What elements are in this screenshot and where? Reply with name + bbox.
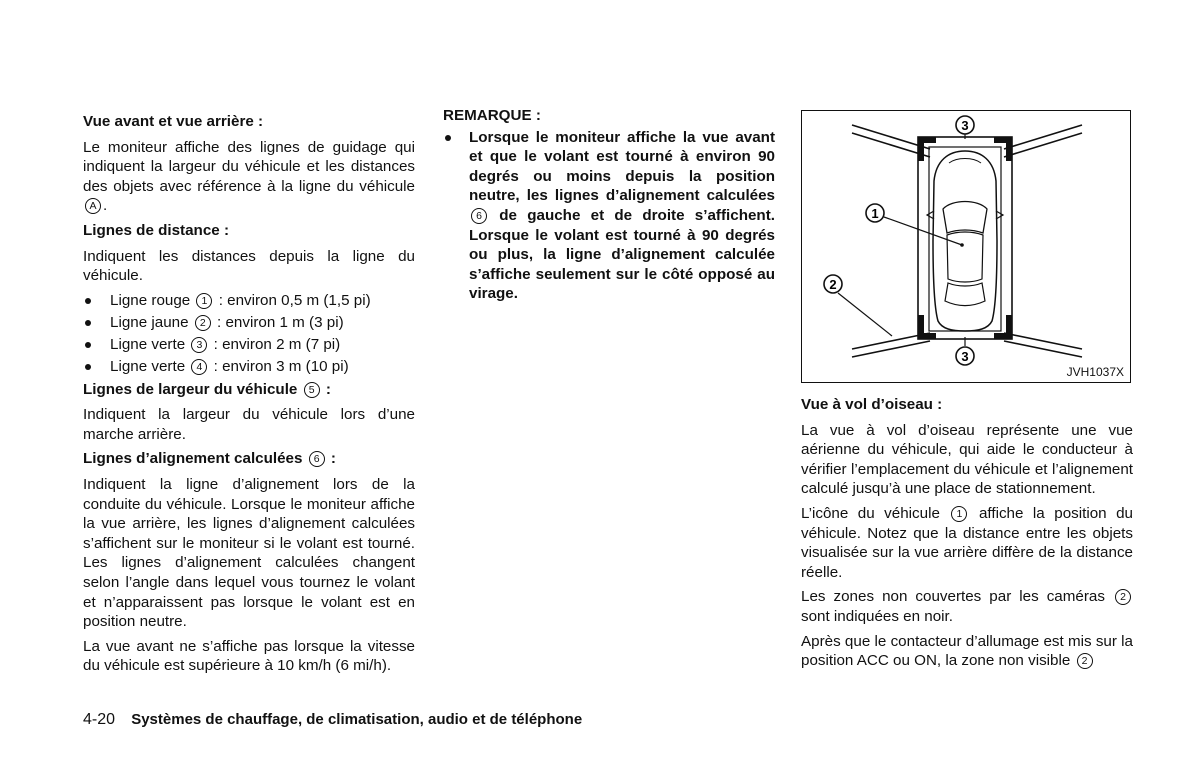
- callout-2: 2: [1077, 653, 1093, 669]
- paragraph-vehicle-icon: L’icône du véhicule 1 affiche la position du véhicule. Notez que la distance entre les objets visualisée sur la vue arrière diffère de la distance réelle.: [801, 504, 1133, 581]
- heading-vehicle-width-lines: Lignes de largeur du véhicule 5 :: [83, 380, 331, 398]
- paragraph-ignition: Après que le contacteur d’allumage est mis sur la position ACC ou ON, la zone non visible 2: [801, 632, 1133, 670]
- callout-1: 1: [196, 293, 212, 309]
- callout-a: A: [85, 198, 101, 214]
- paragraph-vehicle-width-lines: Indiquent la largeur du véhicule lors d’une marche arrière.: [83, 406, 415, 443]
- paragraph-distance-lines: Indiquent les distances depuis la ligne du véhicule.: [83, 247, 415, 285]
- figure-code: JVH1037X: [1066, 365, 1124, 379]
- list-item: Lorsque le moniteur affiche la vue avant et que le volant est tourné à environ 90 degrés ou moins depuis la position neutre, les lignes d’alignement calculées 6 de gauche et de droite s’affichent. Lorsque le volant est tourné à 90 degrés ou plus, la ligne d’alignement calculée s’affiche seulement sur le côté opposé au virage.: [443, 128, 775, 304]
- birds-eye-view-figure: [801, 110, 1131, 383]
- distance-lines-list: [83, 291, 415, 377]
- page-number: 4-20: [83, 711, 116, 728]
- callout-2-label: 2: [829, 277, 837, 292]
- column-left: [83, 112, 415, 681]
- remarque-list: [443, 128, 775, 304]
- list-item: Ligne rouge 1 : environ 0,5 m (1,5 pi): [83, 291, 415, 311]
- heading-distance-lines: Lignes de distance :: [83, 221, 230, 239]
- callout-5: 5: [304, 382, 320, 398]
- column-middle: [443, 106, 775, 304]
- callout-2: 2: [195, 315, 211, 331]
- callout-2: 2: [1115, 589, 1131, 605]
- list-item: Ligne verte 3 : environ 2 m (7 pi): [83, 335, 415, 355]
- callout-3: 3: [191, 337, 207, 353]
- paragraph-birds-eye-view: La vue à vol d’oiseau représente une vue aérienne du véhicule, qui aide le conducteur à vérifier l’emplacement du véhicule et l’alignement calculé jusqu’à une place de stationnement.: [801, 421, 1133, 498]
- page-footer: [83, 710, 582, 729]
- callout-4: 4: [191, 359, 207, 375]
- birds-eye-diagram: [802, 111, 1132, 384]
- column-right: [801, 112, 1133, 676]
- callout-3-top-label: 3: [961, 118, 969, 133]
- list-item: Ligne jaune 2 : environ 1 m (3 pi): [83, 313, 415, 333]
- heading-alignment-lines: Lignes d’alignement calculées 6 :: [83, 450, 336, 468]
- paragraph-blind-zones: Les zones non couvertes par les caméras 2 sont indiquées en noir.: [801, 587, 1133, 626]
- callout-1: 1: [951, 506, 967, 522]
- heading-birds-eye-view: Vue à vol d’oiseau :: [801, 396, 943, 413]
- chapter-title: Systèmes de chauffage, de climatisation, audio et de téléphone: [131, 711, 583, 728]
- callout-1-label: 1: [871, 206, 879, 221]
- heading-remarque: REMARQUE :: [443, 107, 541, 124]
- callout-3-bottom-label: 3: [961, 349, 969, 364]
- callout-6: 6: [471, 208, 487, 224]
- paragraph-alignment-lines: Indiquent la ligne d’alignement lors de la conduite du véhicule. Lorsque le moniteur affiche la vue arrière, les lignes d’alignement calculées s’affichent sur le moniteur si le volant est tourné. Les lignes d’alignement calculées changent selon l’angle dans lequel vous tournez le volant et n’apparaissent pas lorsque le volant est en position neutre.: [83, 476, 415, 631]
- paragraph-speed-note: La vue avant ne s’affiche pas lorsque la vitesse du véhicule est supérieure à 10 km/h (6 mi/h).: [83, 637, 415, 675]
- list-item: Ligne verte 4 : environ 3 m (10 pi): [83, 357, 415, 377]
- paragraph-front-rear-view: Le moniteur affiche des lignes de guidage qui indiquent la largeur du véhicule et les distances des objets avec référence à la ligne du véhicule A .: [83, 138, 415, 215]
- callout-6: 6: [309, 451, 325, 467]
- heading-front-rear-view: Vue avant et vue arrière :: [83, 113, 264, 130]
